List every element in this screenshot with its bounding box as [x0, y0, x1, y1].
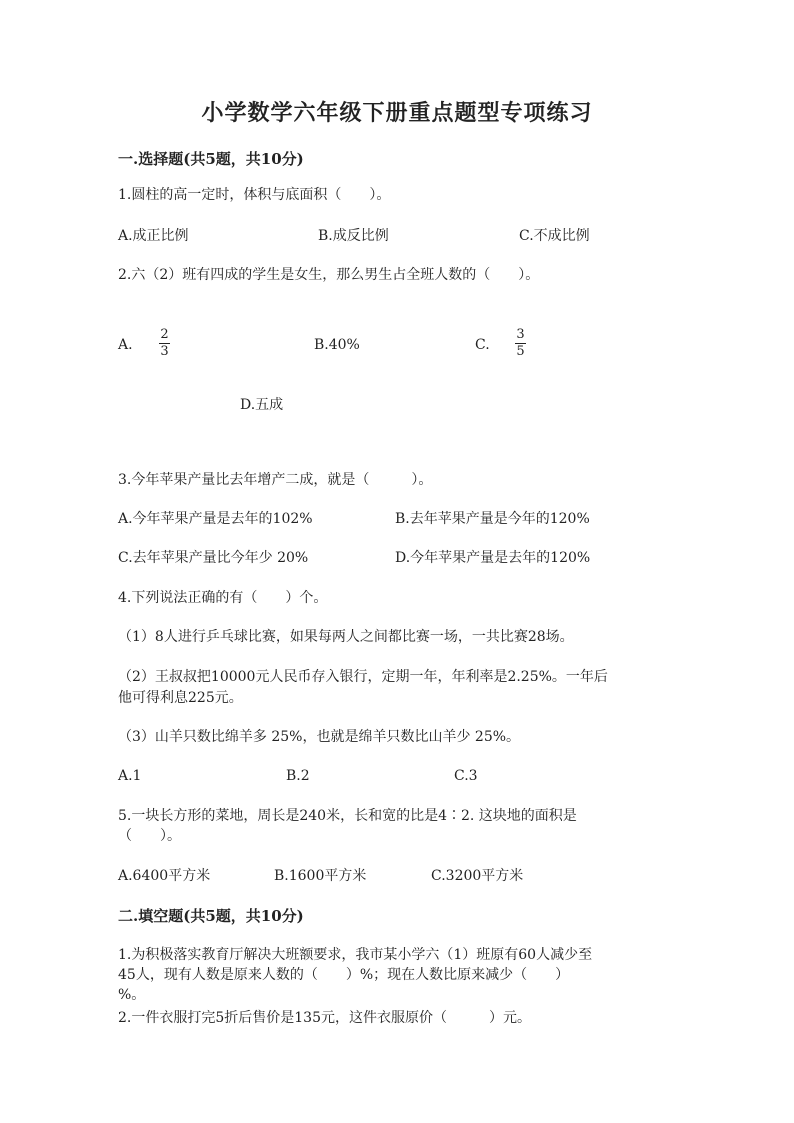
q5-option-b: B.1600平方米 [274, 868, 367, 884]
q3-option-b: B.去年苹果产量是今年的120% [395, 511, 590, 527]
q2-option-c-fraction [515, 328, 526, 359]
fraction-numerator: 2 [160, 327, 169, 342]
fill-question-2: 2.一件衣服打完5折后售价是135元，这件衣服原价（ ）元。 [118, 1010, 531, 1026]
question-3-stem: 3.今年苹果产量比去年增产二成，就是（ ）。 [118, 472, 433, 488]
q4-option-a: A.1 [118, 768, 142, 784]
q1-option-c: C.不成比例 [519, 228, 590, 244]
page-title: 小学数学六年级下册重点题型专项练习 [201, 100, 593, 126]
q4-option-c: C.3 [454, 768, 478, 784]
q5-option-a: A.6400平方米 [118, 868, 211, 884]
question-5-stem-line2: （ ）。 [118, 828, 181, 844]
q4-statement-2-line1: （2）王叔叔把10000元人民币存入银行，定期一年，年利率是2.25%。一年后 [118, 669, 608, 685]
q4-statement-1: （1）8人进行乒乓球比赛，如果每两人之间都比赛一场，一共比赛28场。 [118, 629, 574, 645]
q5-option-c: C.3200平方米 [431, 868, 524, 884]
fraction-numerator: 3 [516, 327, 525, 342]
question-5-stem-line1: 5.一块长方形的菜地，周长是240米，长和宽的比是4∶2. 这块地的面积是 [118, 808, 577, 824]
q4-option-b: B.2 [286, 768, 310, 784]
question-4-stem: 4.下列说法正确的有（ ）个。 [118, 590, 328, 606]
fraction-denominator: 3 [160, 344, 169, 359]
fill-question-1-line3: %。 [118, 987, 146, 1003]
q1-option-a: A.成正比例 [118, 228, 189, 244]
section-heading-fill-blank: 二.填空题(共5题，共10分) [118, 907, 304, 925]
q2-option-a-label: A. [118, 337, 133, 353]
fraction-denominator: 5 [516, 344, 525, 359]
q2-option-d: D.五成 [240, 397, 284, 413]
q2-option-b: B.40% [314, 337, 360, 353]
q4-statement-2-line2: 他可得利息225元。 [118, 690, 243, 706]
q3-option-d: D.今年苹果产量是去年的120% [395, 550, 591, 566]
question-2-stem: 2.六（2）班有四成的学生是女生，那么男生占全班人数的（ ）。 [118, 267, 540, 283]
q4-statement-3: （3）山羊只数比绵羊多 25%，也就是绵羊只数比山羊少 25%。 [118, 729, 521, 745]
fill-question-1-line2: 45人，现有人数是原来人数的（ ）%；现在人数比原来减少（ ） [118, 967, 570, 983]
section-heading-choice: 一.选择题(共5题，共10分) [118, 150, 304, 168]
q2-option-a-fraction [159, 328, 170, 359]
question-1-stem: 1.圆柱的高一定时，体积与底面积（ ）。 [118, 187, 391, 203]
q3-option-a: A.今年苹果产量是去年的102% [118, 511, 313, 527]
q3-option-c: C.去年苹果产量比今年少 20% [118, 550, 309, 566]
q1-option-b: B.成反比例 [318, 228, 389, 244]
fill-question-1-line1: 1.为积极落实教育厅解决大班额要求，我市某小学六（1）班原有60人减少至 [118, 947, 593, 963]
q2-option-c-label: C. [475, 337, 490, 353]
